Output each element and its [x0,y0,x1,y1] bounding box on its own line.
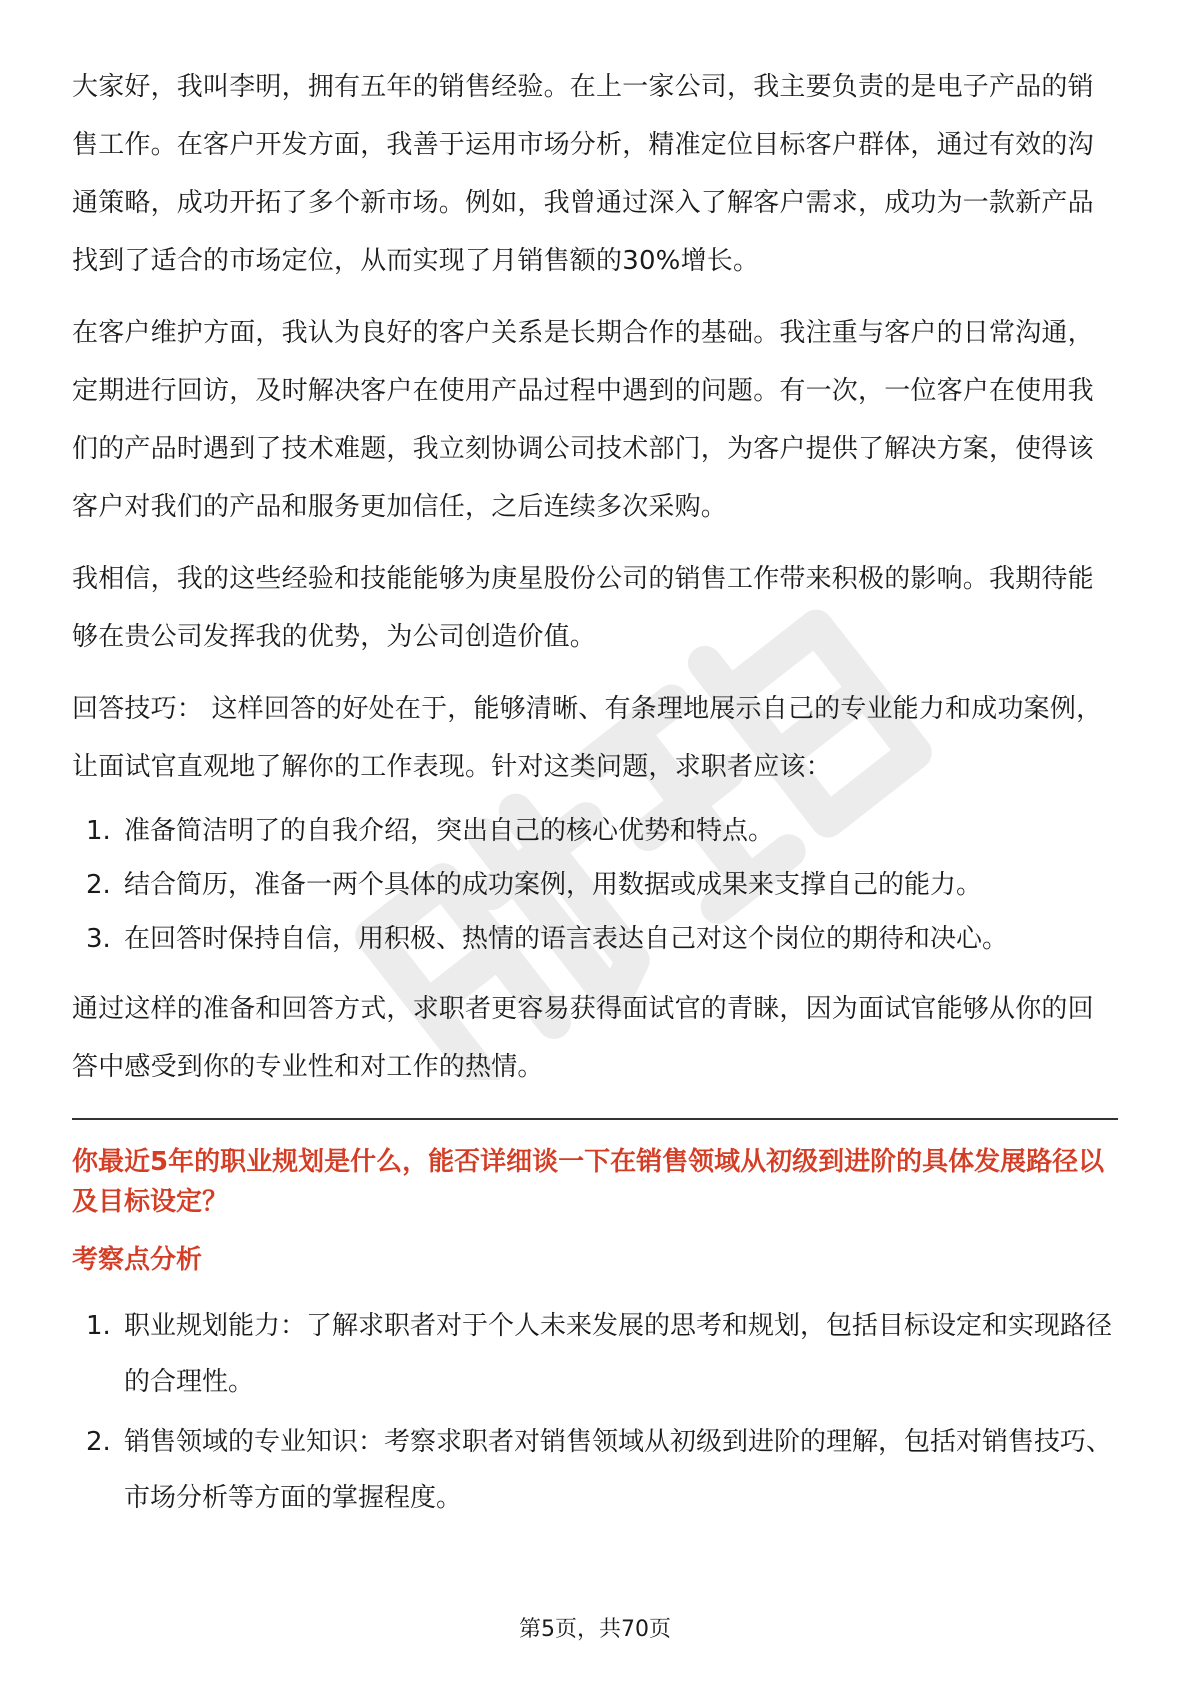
page-footer: 第5页，共70页 [519,1617,671,1642]
analysis-list [72,1298,1118,1526]
tips-list [72,804,1118,966]
list-item-text: 结合简历，准备一两个具体的成功案例，用数据或成果来支撑自己的能力。 [124,870,983,900]
list-item-text: 销售领域的专业知识：考察求职者对销售领域从初级到进阶的理解，包括对销售技巧、市场分析等方面的掌握程度。 [124,1427,1113,1513]
paragraph-tips: 回答技巧： 这样回答的好处在于，能够清晰、有条理地展示自己的专业能力和成功案例，让面试官直观地了解你的工作表现。针对这类问题，求职者应该： [72,694,1103,782]
list-number: 2. [86,870,111,900]
list-number: 3. [86,924,111,954]
list-item [72,912,1118,966]
list-item-text: 准备简洁明了的自我介绍，突出自己的核心优势和特点。 [124,816,775,846]
analysis-heading: 考察点分析 [72,1245,203,1275]
list-number: 2. [86,1427,111,1457]
list-item [72,858,1118,912]
paragraph-intro: 大家好，我叫李明，拥有五年的销售经验。在上一家公司，我主要负责的是电子产品的销售工作。在客户开发方面，我善于运用市场分析，精准定位目标客户群体，通过有效的沟通策略，成功开拓了多个新市场。例如，我曾通过深入了解客户需求，成功为一款新产品找到了适合的市场定位，从而实现了月销售额的30%增长。 [72,72,1094,276]
list-item [72,1414,1118,1526]
list-number: 1. [86,1311,111,1341]
section-divider [72,1118,1118,1120]
main-content [72,58,1118,1530]
list-item [72,1298,1118,1410]
list-item-text: 在回答时保持自信，用积极、热情的语言表达自己对这个岗位的期待和决心。 [124,924,1009,954]
question-heading: 你最近5年的职业规划是什么，能否详细谈一下在销售领域从初级到进阶的具体发展路径以及目标设定？ [72,1147,1105,1217]
paragraph-belief: 我相信，我的这些经验和技能能够为庚星股份公司的销售工作带来积极的影响。我期待能够在贵公司发挥我的优势，为公司创造价值。 [72,564,1094,652]
list-item [72,804,1118,858]
paragraph-maintenance: 在客户维护方面，我认为良好的客户关系是长期合作的基础。我注重与客户的日常沟通，定期进行回访，及时解决客户在使用产品过程中遇到的问题。有一次，一位客户在使用我们的产品时遇到了技术难题，我立刻协调公司技术部门，为客户提供了解决方案，使得该客户对我们的产品和服务更加信任，之后连续多次采购。 [72,318,1094,522]
list-number: 1. [86,816,111,846]
paragraph-conclusion: 通过这样的准备和回答方式，求职者更容易获得面试官的青睐，因为面试官能够从你的回答中感受到你的专业性和对工作的热情。 [72,994,1094,1082]
list-item-text: 职业规划能力：了解求职者对于个人未来发展的思考和规划，包括目标设定和实现路径的合理性。 [124,1311,1113,1397]
